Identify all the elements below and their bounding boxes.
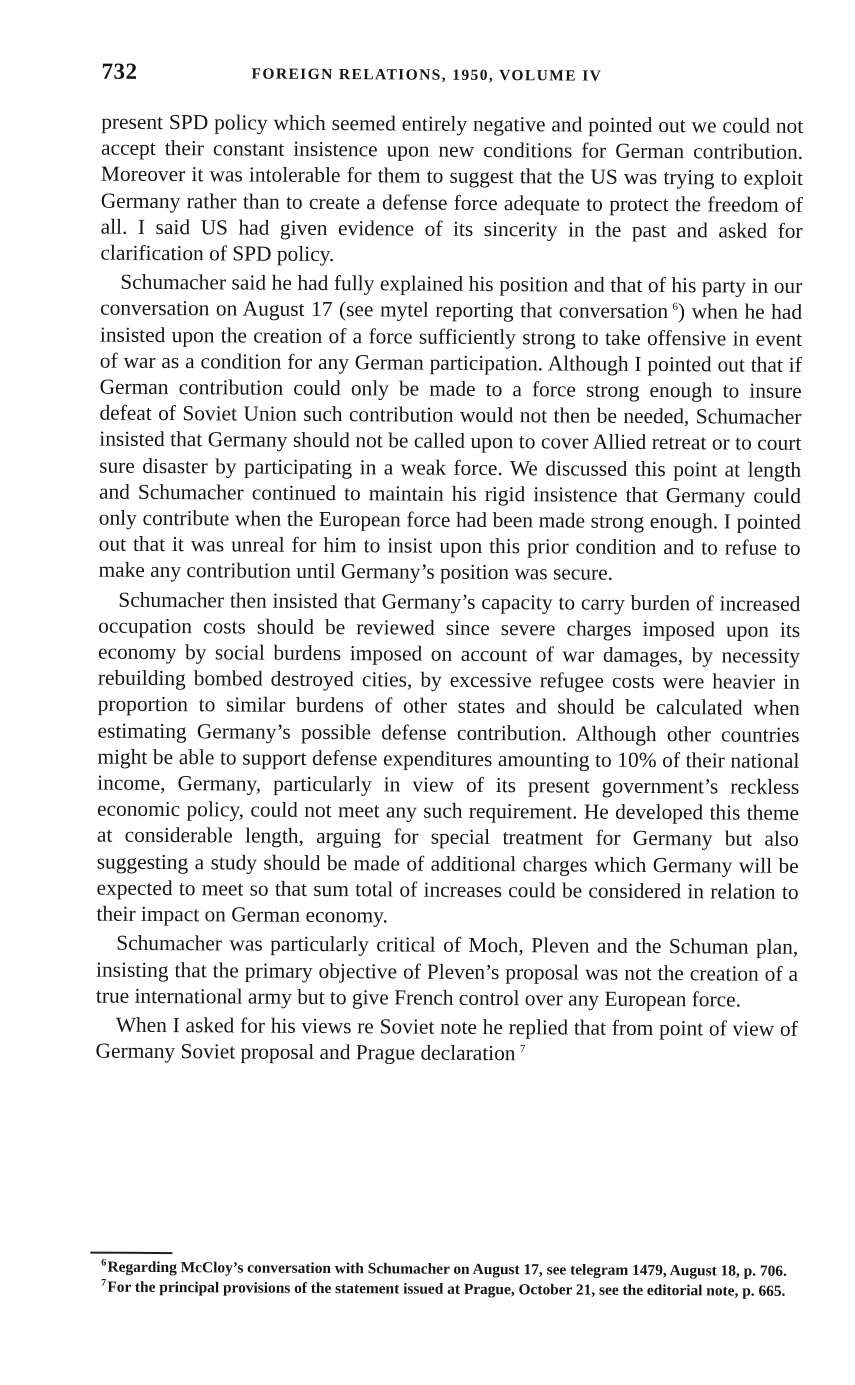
paragraph-2-part-a: Schumacher said he had fully explained his position and that of his party in our conversation on August 17 (see mytel reporting that conversation (100, 269, 803, 324)
running-head: FOREIGN RELATIONS, 1950, VOLUME IV (251, 65, 603, 85)
footnote-7-text: For the principal provisions of the statement issued at Prague, October 21, see the editorial note, p. 665. (107, 1278, 786, 1300)
paragraph-3: Schumacher then insisted that Germany’s capacity to carry burden of increased occupation costs should be reviewed since severe charges imposed upon its economy by social burdens imposed on account of war damages, by necessity rebuilding bombed destroyed cities, by excessive refugee costs were heavier in proportion to similar burdens of other states and should be calculated when estimating Germany’s possible defense contribution. Although other countries might be able to support defense expenditures amounting to 10% of their national income, Germany, particularly in view of its present government’s reckless economic policy, could not meet any such requirement. He developed this theme at considerable length, arguing for special treatment for Germany but also suggesting a study should be made of additional charges which Germany will be expected to meet so that sum total of increases could be considered in relation to their impact on German economy. (96, 587, 801, 928)
footnotes (89, 1257, 794, 1303)
footnote-6-text: Regarding McCloy’s conversation with Schumacher on August 17, see telegram 1479, August 18, p. 706. (107, 1258, 787, 1280)
body-text (96, 109, 804, 1069)
footnote-ref-6-paren: ) (677, 299, 686, 324)
paragraph-2 (98, 269, 802, 588)
paragraph-5 (96, 1012, 798, 1069)
footnote-6-mark: 6 (101, 1257, 107, 1269)
paragraph-1: present SPD policy which seemed entirely negative and pointed out we could not accept their constant insistence upon new conditions for German contribution. Moreover it was intolerable for them to suggest that the US was trying to exploit Germany rather than to create a defense force adequate to protect the freedom of all. I said US had given evidence of its sincerity in the past and asked for clarification of SPD policy. (100, 109, 804, 267)
footnote-ref-6: 6 (672, 301, 678, 314)
paragraph-2-part-b: when he had insisted upon the creation of a force sufficiently strong to take offensive in event of war as a condition for any German participation. Although I pointed out that if German contribution could only be made to a force strong enough to insure defeat of Soviet Union such contribution would not then be needed, Schumacher insisted that Germany should not be called upon to cover Allied retreat or to court sure disaster by participating in a weak force. We discussed this point at length and Schumacher continued to maintain his rigid insistence that Germany could only contribute when the European force had been made strong enough. I pointed out that it was unreal for him to insist upon this prior condition and to refuse to make any contribution until Germany’s position was secure. (98, 299, 803, 586)
page-header (101, 59, 801, 95)
footnote-ref-7: 7 (519, 1043, 526, 1056)
page-number: 732 (101, 58, 138, 84)
paragraph-4: Schumacher was particularly critical of Moch, Pleven and the Schuman plan, insisting that the primary objective of Pleven’s proposal was not the creation of a true international army but to give French control over any European force. (95, 931, 799, 1012)
footnote-7 (89, 1279, 794, 1300)
paragraph-5-text: When I asked for his views re Soviet note he replied that from point of view of Germany Soviet proposal and Prague declaration (95, 1012, 798, 1066)
footnote-divider (90, 1252, 172, 1255)
footnote-6 (89, 1257, 794, 1281)
footnote-7-mark: 7 (101, 1277, 107, 1289)
